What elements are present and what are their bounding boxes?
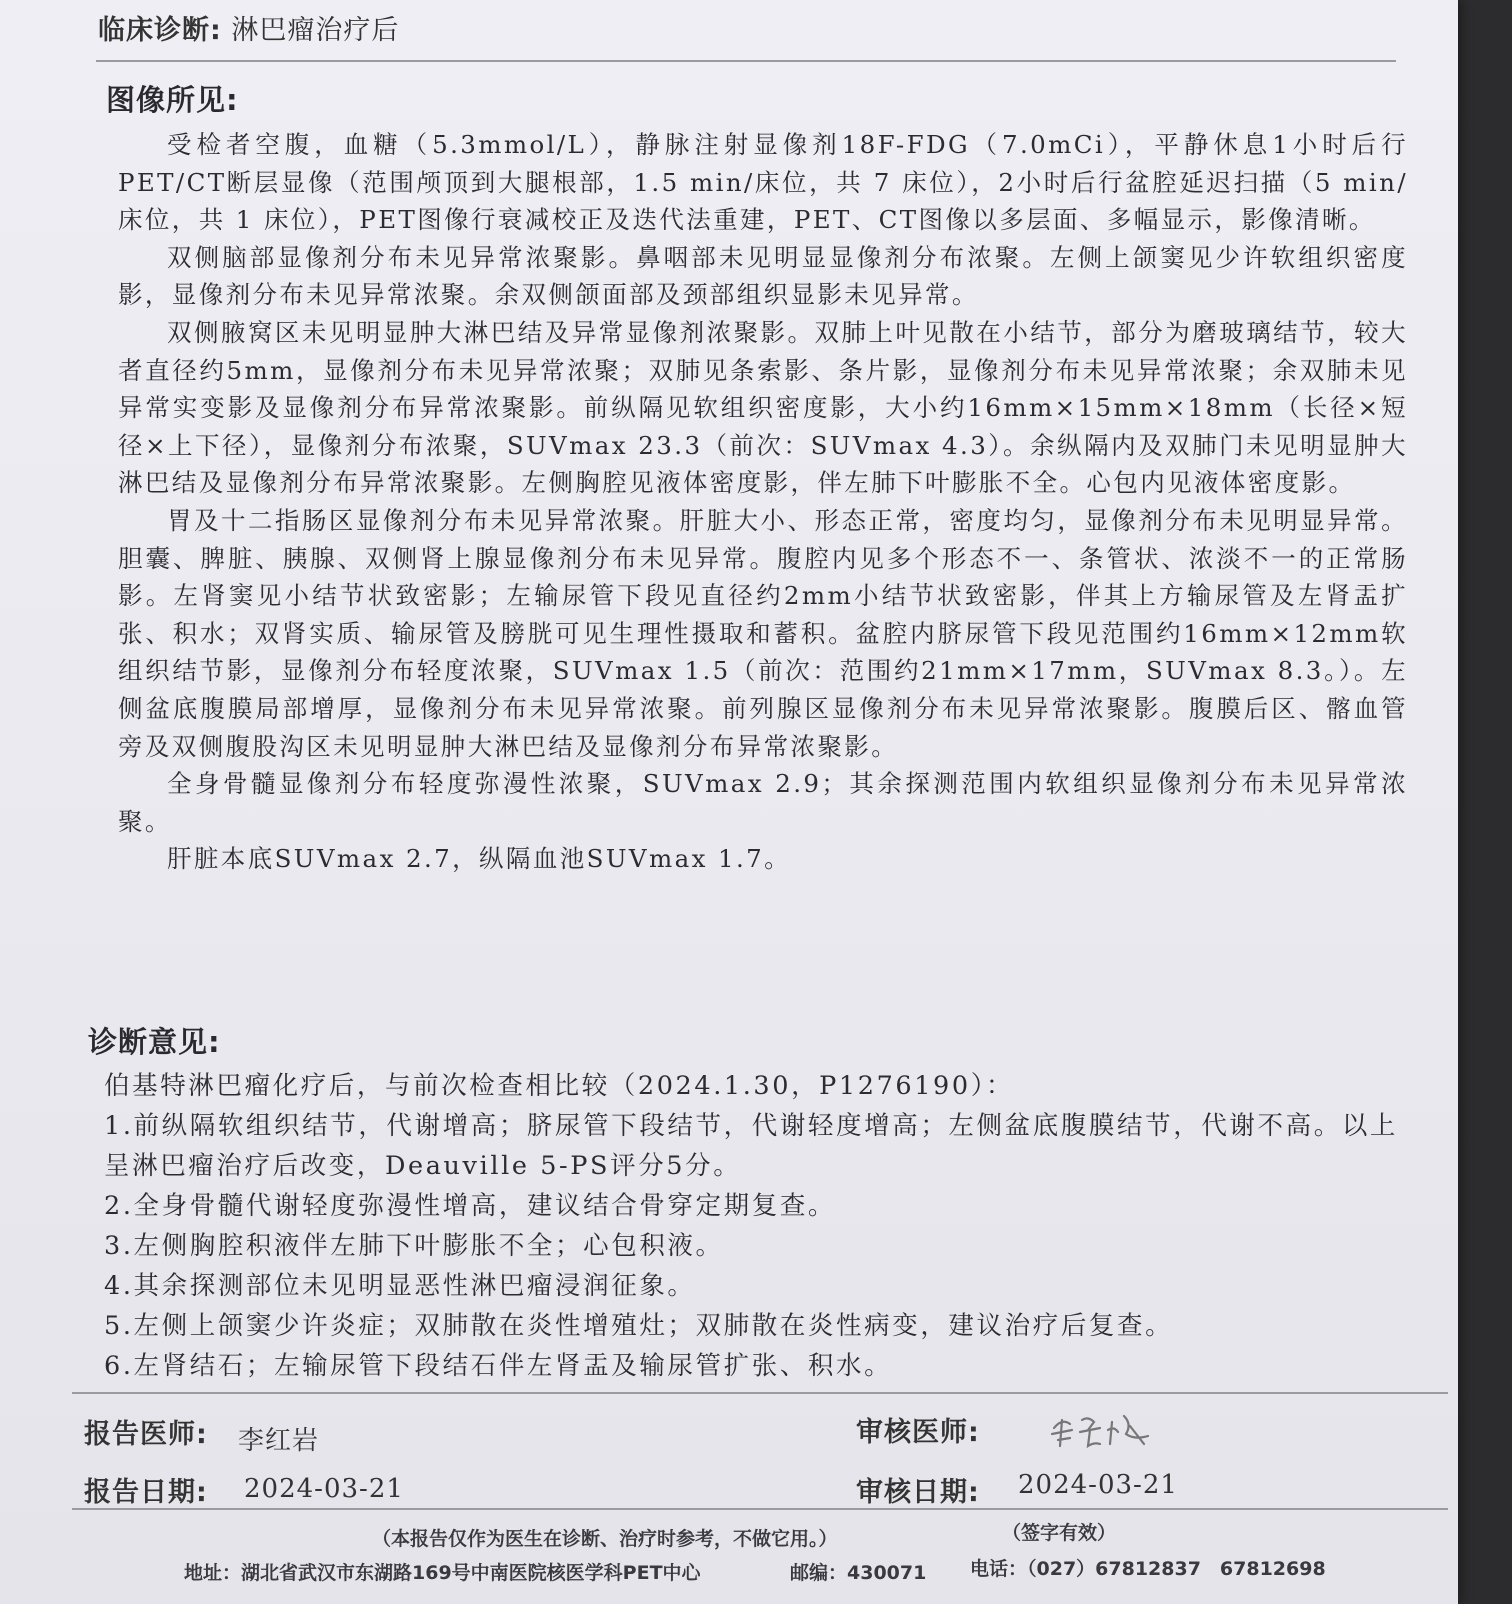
postcode-text: 邮编：430071: [790, 1562, 927, 1584]
findings-paragraph: 全身骨髓显像剂分布轻度弥漫性浓聚，SUVmax 2.9；其余探测范围内软组织显像剂分布未见异常浓聚。: [118, 769, 1408, 836]
findings-paragraph: 受检者空腹，血糖（5.3mmol/L），静脉注射显像剂18F-FDG（7.0mCi），平静休息1小时后行PET/CT断层显像（范围颅顶到大腿根部，1.5 min/床位，共 7 床位），2小时后行盆腔延迟扫描（5 min/床位，共 1 床位），PET图像行衰减校正及迭代法重建，PET、CT图像以多层面、多幅显示，影像清晰。: [118, 130, 1408, 235]
findings-paragraph: 胃及十二指肠区显像剂分布未见异常浓聚。肝脏大小、形态正常，密度均匀，显像剂分布未见明显异常。胆囊、脾脏、胰腺、双侧肾上腺显像剂分布未见异常。腹腔内见多个形态不一、条管状、浓淡不一的正常肠影。左肾窦见小结节状致密影；左输尿管下段见直径约2mm小结节状致密影，伴其上方输尿管及左肾盂扩张、积水；双肾实质、输尿管及膀胱可见生理性摄取和蓄积。盆腔内脐尿管下段见范围约16mm×12mm软组织结节影，显像剂分布轻度浓聚，SUVmax 1.5（前次：范围约21mm×17mm，SUVmax 8.3。）。左侧盆底腹膜局部增厚，显像剂分布未见异常浓聚。前列腺区显像剂分布未见异常浓聚影。腹膜后区、髂血管旁及双侧腹股沟区未见明显肿大淋巴结及显像剂分布异常浓聚影。: [118, 505, 1408, 761]
report-date-label: 报告日期:: [84, 1477, 208, 1508]
review-doctor-signature: [1048, 1406, 1158, 1452]
footer-bottom-divider: [72, 1508, 1448, 1510]
opinion-line: 伯基特淋巴瘤化疗后，与前次检查相比较（2024.1.30，P1276190）：: [104, 1071, 1015, 1101]
opinion-line: 4.其余探测部位未见明显恶性淋巴瘤浸润征象。: [104, 1271, 696, 1301]
disclaimer-note: （本报告仅作为医生在诊断、治疗时参考，不做它用。）: [372, 1528, 838, 1550]
footer-top-divider: [72, 1392, 1448, 1394]
opinion-line: 3.左侧胸腔积液伴左肺下叶膨胀不全；心包积液。: [104, 1231, 724, 1261]
review-doctor-label: 审核医师:: [856, 1417, 980, 1448]
findings-body: [118, 126, 1408, 878]
clinical-diagnosis-value: 淋巴瘤治疗后: [231, 15, 400, 46]
opinion-line: 2.全身骨髓代谢轻度弥漫性增高，建议结合骨穿定期复查。: [104, 1191, 837, 1221]
header-divider: [96, 60, 1396, 62]
signature-valid-note: （签字有效）: [1002, 1522, 1117, 1544]
report-doctor-value: 李红岩: [238, 1426, 320, 1456]
report-doctor-label: 报告医师:: [84, 1419, 208, 1450]
findings-title: 图像所见:: [106, 83, 239, 117]
findings-paragraph: 双侧脑部显像剂分布未见异常浓聚影。鼻咽部未见明显显像剂分布浓聚。左侧上颌窦见少许软组织密度影，显像剂分布未见异常浓聚。余双侧颌面部及颈部组织显影未见异常。: [118, 242, 1408, 310]
clinical-diagnosis-label: 临床诊断:: [98, 15, 222, 46]
opinion-line: 1.前纵隔软组织结节，代谢增高；脐尿管下段结节，代谢轻度增高；左侧盆底腹膜结节，代谢不高。以上呈淋巴瘤治疗后改变，Deauville 5-PS评分5分。: [104, 1111, 1399, 1181]
opinion-line: 6.左肾结石；左输尿管下段结石伴左肾盂及输尿管扩张、积水。: [104, 1351, 893, 1381]
opinion-line: 5.左侧上颌窦少许炎症；双肺散在炎性增殖灶；双肺散在炎性病变，建议治疗后复查。: [104, 1311, 1174, 1341]
review-date-label: 审核日期:: [856, 1477, 980, 1508]
findings-paragraph: 肝脏本底SUVmax 2.7，纵隔血池SUVmax 1.7。: [167, 844, 792, 874]
phone-text: 电话：（027）67812837 67812698: [970, 1558, 1326, 1580]
review-date-value: 2024-03-21: [1018, 1470, 1178, 1500]
report-date-value: 2024-03-21: [244, 1474, 404, 1504]
opinion-title: 诊断意见:: [88, 1025, 221, 1059]
clinical-diagnosis-row: [98, 8, 399, 47]
address-text: 地址：湖北省武汉市东湖路169号中南医院核医学科PET中心: [184, 1562, 701, 1584]
findings-paragraph: 双侧腋窝区未见明显肿大淋巴结及异常显像剂浓聚影。双肺上叶见散在小结节，部分为磨玻璃结节，较大者直径约5mm，显像剂分布未见异常浓聚；双肺见条索影、条片影，显像剂分布未见异常浓聚；余双肺未见异常实变影及显像剂分布异常浓聚影。前纵隔见软组织密度影，大小约16mm×15mm×18mm（长径×短径×上下径），显像剂分布浓聚，SUVmax 23.3（前次：SUVmax 4.3）。余纵隔内及双肺门未见明显肿大淋巴结及显像剂分布异常浓聚影。左侧胸腔见液体密度影，伴左肺下叶膨胀不全。心包内见液体密度影。: [118, 317, 1408, 498]
opinion-body: [104, 1066, 1404, 1386]
